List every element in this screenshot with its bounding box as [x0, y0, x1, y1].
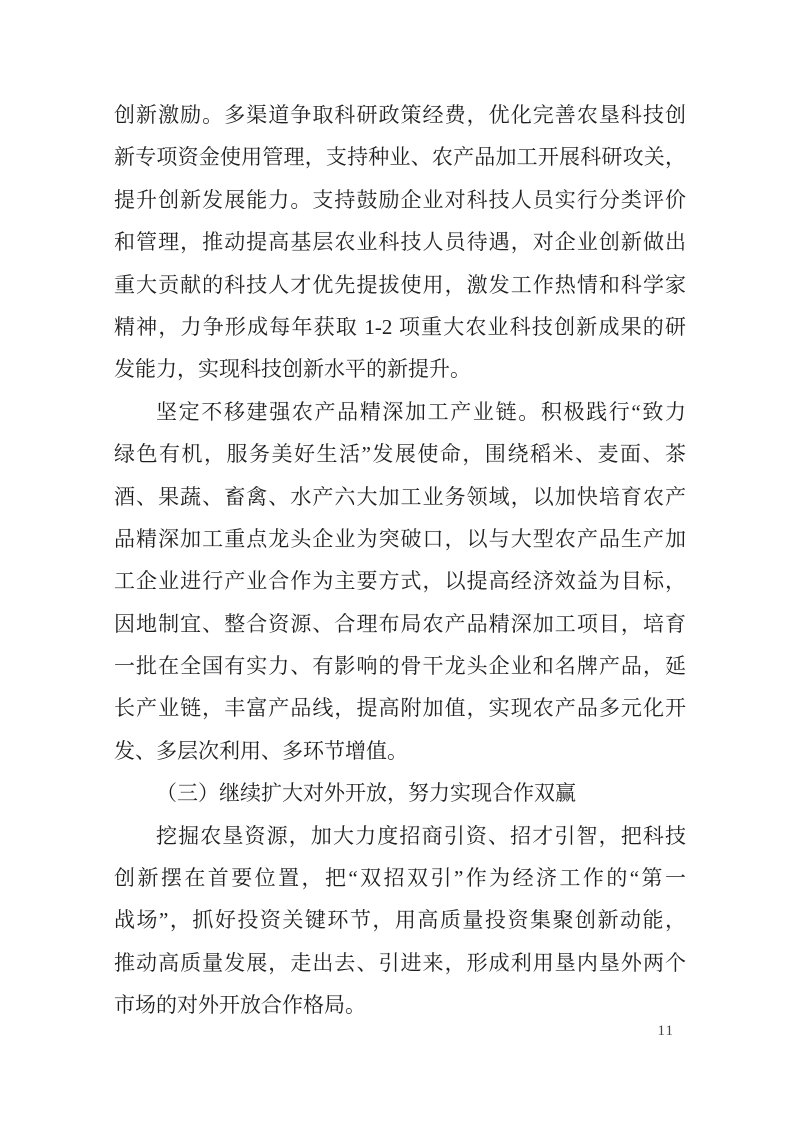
text-line: 坚定不移建强农产品精深加工产业链。积极践行“致力	[156, 399, 686, 424]
text-line: 发能力，实现科技创新水平的新提升。	[114, 357, 471, 382]
text-line: 创新激励。多渠道争取科研政策经费，优化完善农垦科技创	[114, 103, 686, 127]
document-body	[114, 94, 686, 1027]
text-line: 精神，力争形成每年获取 1-2 项重大农业科技创新成果的研	[114, 314, 686, 339]
text-line: 品精深加工重点龙头企业为突破口，以与大型农产品生产加	[114, 526, 686, 551]
text-line: 一批在全国有实力、有影响的骨干龙头企业和名牌产品，延	[114, 654, 686, 679]
text-line: 市场的对外开放合作格局。	[114, 993, 366, 1018]
text-line: 重大贡献的科技人才优先提拔使用，激发工作热情和科学家	[114, 272, 686, 297]
text-line: 和管理，推动提高基层农业科技人员待遇，对企业创新做出	[114, 230, 686, 255]
text-line: 因地制宜、整合资源、合理布局农产品精深加工项目，培育	[114, 611, 686, 636]
text-line: 绿色有机，服务美好生活”发展使命，围绕稻米、麦面、茶	[114, 442, 686, 467]
section-heading: （三）继续扩大对外开放，努力实现合作双赢	[156, 781, 576, 806]
text-line: 长产业链，丰富产品线，提高附加值，实现农产品多元化开	[114, 696, 686, 721]
text-line: 新专项资金使用管理，支持种业、农产品加工开展科研攻关，	[114, 145, 686, 170]
text-line: 发、多层次利用、多环节增值。	[114, 738, 408, 763]
page-footer	[0, 1022, 674, 1040]
text-line: 酒、果蔬、畜禽、水产六大加工业务领域，以加快培育农产	[114, 484, 686, 509]
page-number: 11	[657, 1023, 674, 1039]
text-line: 创新摆在首要位置，把“双招双引”作为经济工作的“第一	[114, 866, 686, 891]
text-line: 推动高质量发展，走出去、引进来，形成利用垦内垦外两个	[114, 950, 686, 975]
text-line: 挖掘农垦资源，加大力度招商引资、招才引智，把科技	[156, 823, 686, 848]
text-line: 战场”，抓好投资关键环节，用高质量投资集聚创新动能，	[114, 908, 686, 933]
text-line: 提升创新发展能力。支持鼓励企业对科技人员实行分类评价	[114, 187, 686, 212]
text-line: 工企业进行产业合作为主要方式，以提高经济效益为目标，	[114, 569, 686, 594]
